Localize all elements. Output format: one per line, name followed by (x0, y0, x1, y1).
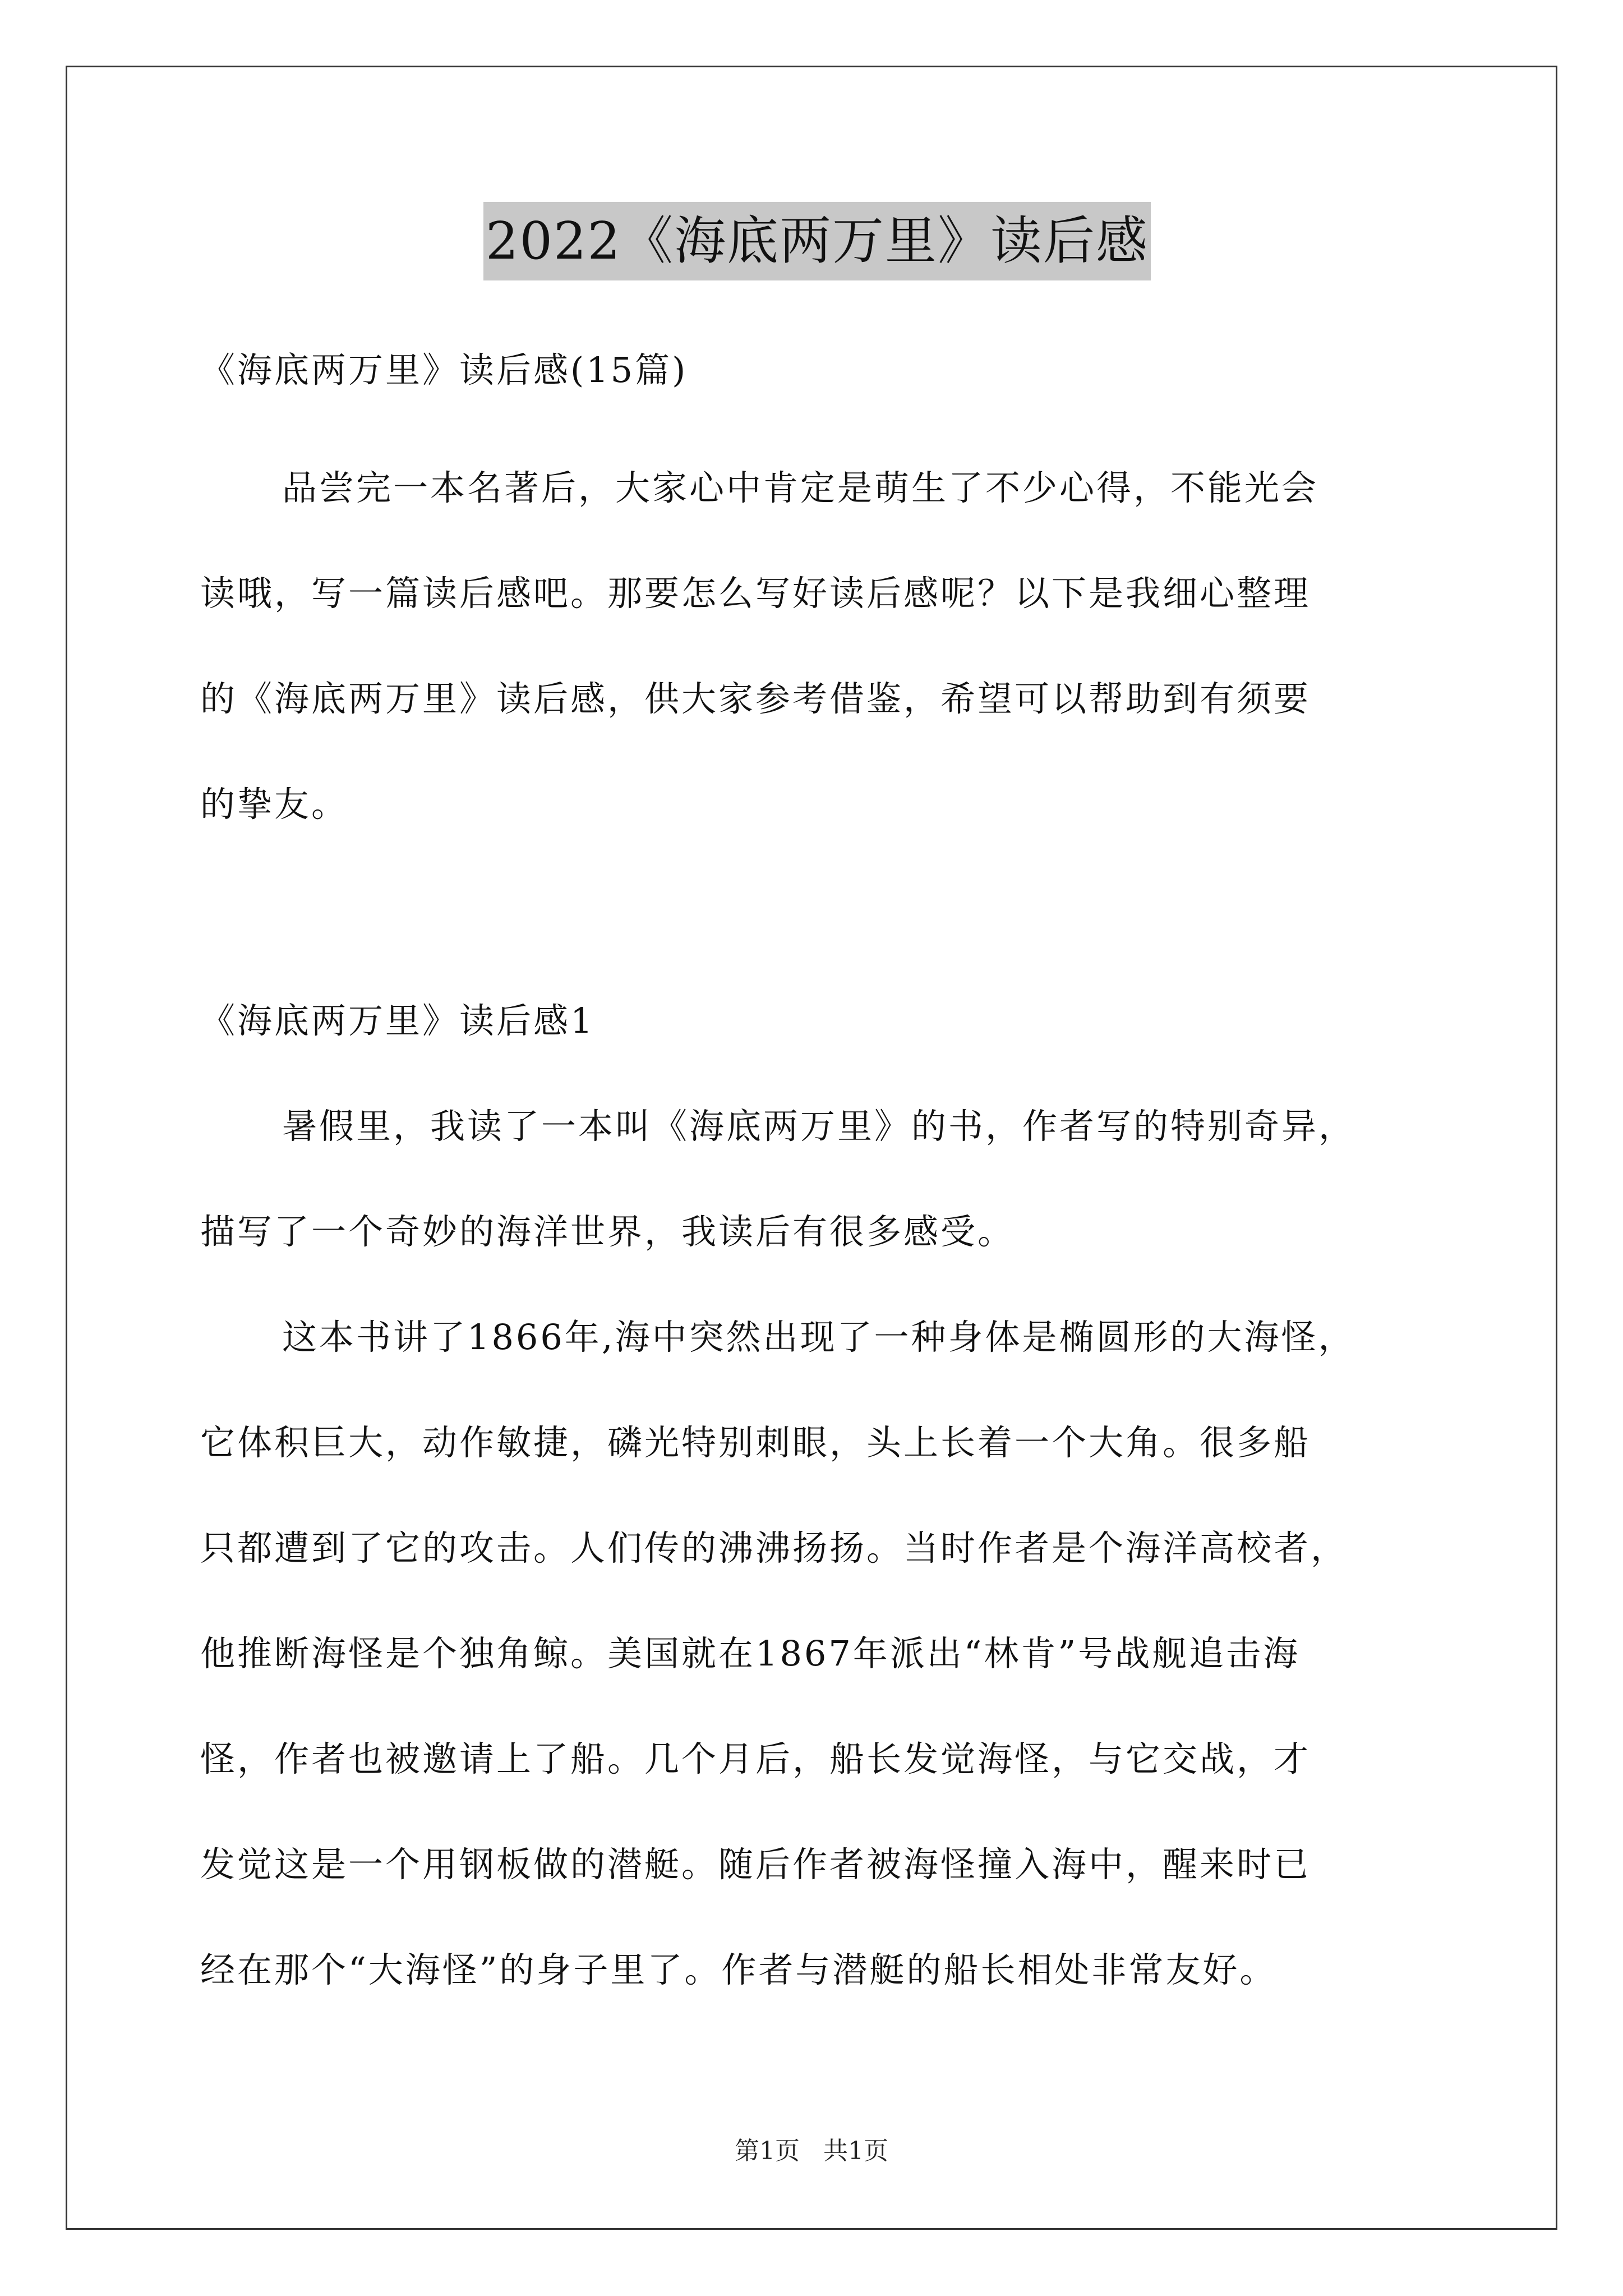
document-title: 2022《海底两万里》读后感 (483, 202, 1151, 280)
intro-line-3: 的《海底两万里》读后感，供大家参考借鉴，希望可以帮助到有须要 (200, 678, 1311, 719)
para1-line-1: 暑假里，我读了一本叫《海底两万里》的书，作者写的特别奇异， (282, 1106, 1356, 1147)
page-number: 第1页 (735, 2137, 800, 2165)
page-total: 共1页 (823, 2137, 888, 2165)
para2-line-7: 经在那个“大海怪”的身子里了。作者与潜艇的船长相处非常友好。 (200, 1949, 1277, 1990)
title-container (200, 202, 1434, 280)
para2-line-2: 它体积巨大，动作敏捷，磷光特别刺眼，头上长着一个大角。很多船 (200, 1422, 1311, 1463)
para2-line-5: 怪，作者也被邀请上了船。几个月后，船长发觉海怪，与它交战，才 (200, 1738, 1311, 1779)
para2-line-1: 这本书讲了1866年,海中突然出现了一种身体是椭圆形的大海怪， (282, 1317, 1355, 1358)
intro-line-2: 读哦，写一篇读后感吧。那要怎么写好读后感呢？以下是我细心整理 (200, 573, 1311, 614)
section-heading: 《海底两万里》读后感1 (200, 1000, 595, 1041)
intro-line-1: 品尝完一本名著后，大家心中肯定是萌生了不少心得，不能光会 (282, 467, 1319, 508)
para2-line-3: 只都遭到了它的攻击。人们传的沸沸扬扬。当时作者是个海洋高校者， (200, 1527, 1348, 1568)
para2-line-4: 他推断海怪是个独角鲸。美国就在1867年派出“林肯”号战舰追击海 (200, 1633, 1301, 1674)
para1-line-2: 描写了一个奇妙的海洋世界，我读后有很多感受。 (200, 1211, 1015, 1252)
page-footer (0, 2134, 1623, 2168)
intro-line-4: 的挚友。 (200, 784, 349, 825)
para2-line-6: 发觉这是一个用钢板做的潜艇。随后作者被海怪撞入海中，醒来时已 (200, 1844, 1311, 1885)
document-subtitle: 《海底两万里》读后感(15篇) (200, 349, 688, 390)
